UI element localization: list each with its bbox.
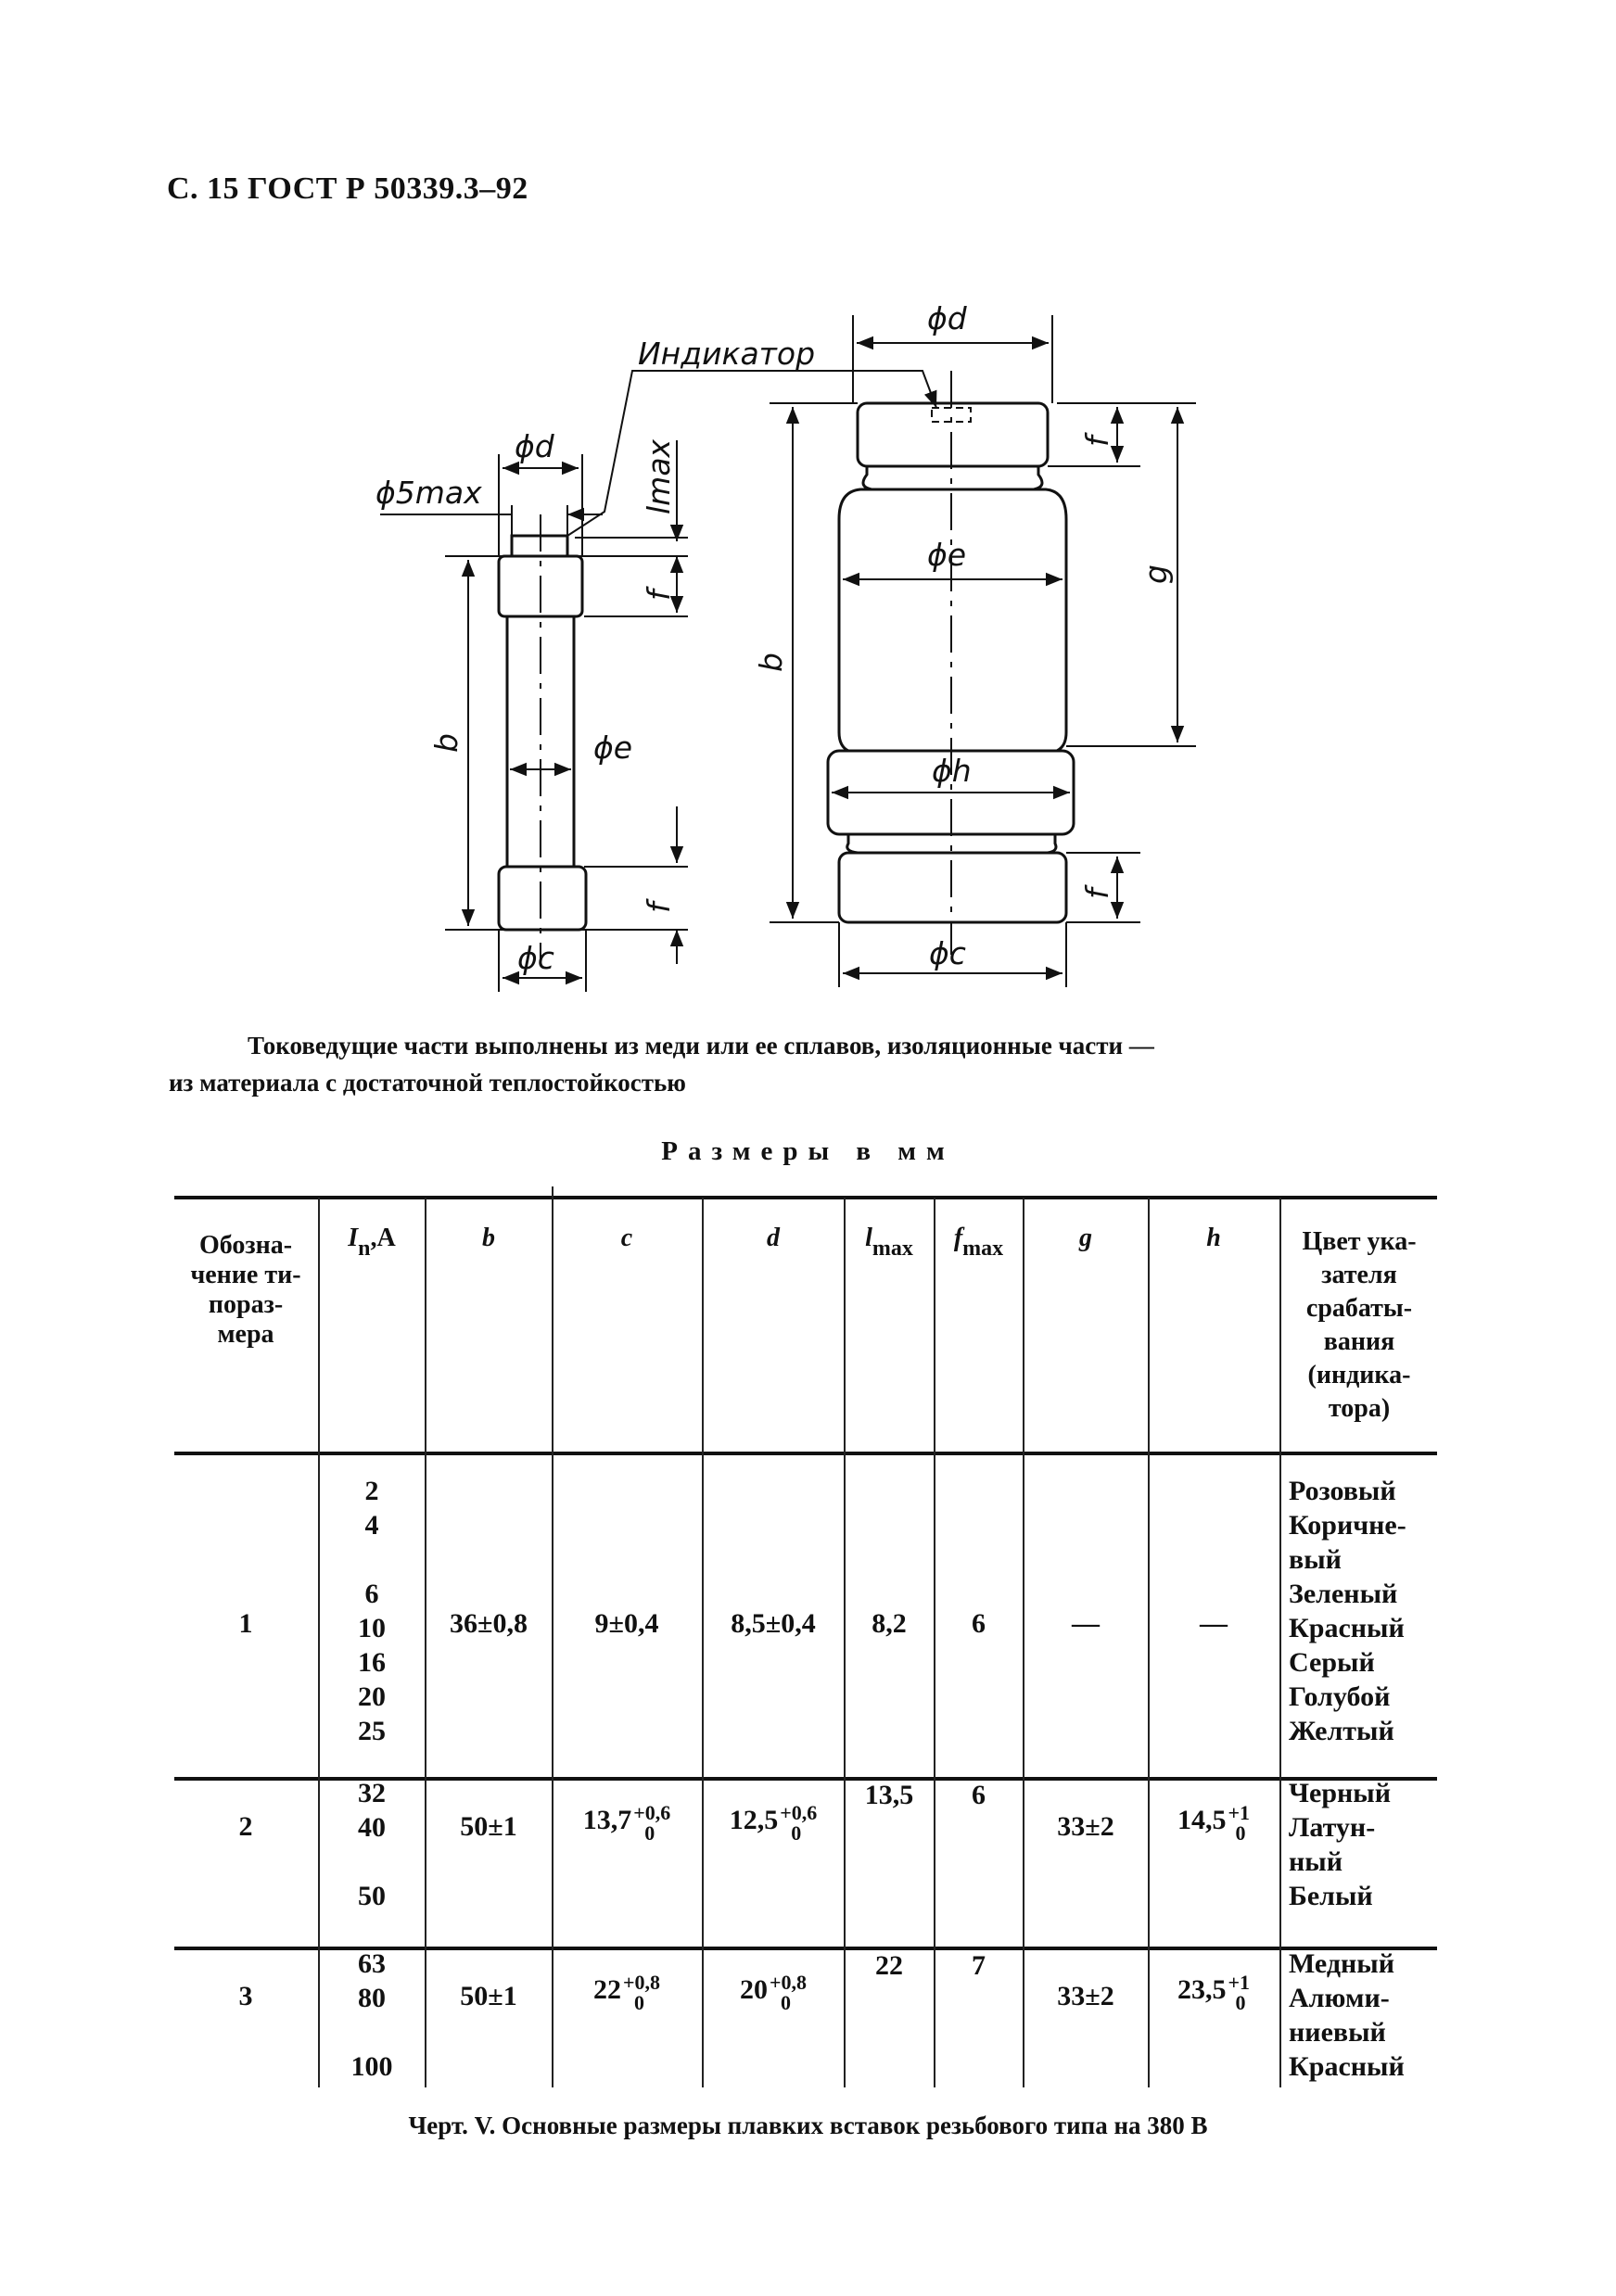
header-designation: Обозна- чение ти- пораз- мера xyxy=(190,1231,301,1349)
left-e-label: ϕe xyxy=(593,729,633,766)
table-top-rule xyxy=(174,1196,1437,1199)
row1-colors: Розовый Коричне- вый Зеленый Красный Серый Голубой Желтый xyxy=(1289,1476,1406,1746)
row2-h: 14,5 +1 0 xyxy=(1177,1801,1251,1845)
row1-b: 36±0,8 xyxy=(450,1608,528,1639)
right-g-label: g xyxy=(1138,564,1174,584)
row3-designation: 3 xyxy=(238,1981,253,2011)
row1-h: — xyxy=(1200,1608,1228,1639)
row3-fmax: 7 xyxy=(972,1950,986,1981)
header-b: b xyxy=(482,1224,495,1252)
header-indicator-color: Цвет ука- зателя срабаты- вания (индика- тора) xyxy=(1302,1227,1417,1423)
row2-c: 13,7 +0,6 0 xyxy=(582,1801,671,1845)
row1-c: 9±0,4 xyxy=(594,1608,659,1639)
page-header: С. 15 ГОСТ Р 50339.3–92 xyxy=(167,171,528,206)
left-d-label: ϕd xyxy=(515,428,554,464)
row1-designation: 1 xyxy=(238,1608,253,1639)
left-lmax-label: lmax xyxy=(641,438,677,514)
header-d: d xyxy=(767,1224,780,1252)
small-fuse-outline xyxy=(499,536,586,930)
row2-fmax: 6 xyxy=(972,1780,986,1810)
header-fmax: fmax xyxy=(953,1224,1004,1261)
header-c: c xyxy=(620,1224,633,1252)
row2-designation: 2 xyxy=(238,1811,253,1842)
right-e-label: ϕe xyxy=(927,537,967,573)
table-col-rule xyxy=(702,1198,704,2087)
indicator-label: Индикатор xyxy=(638,336,816,372)
right-c-label: ϕc xyxy=(929,935,966,971)
right-h-label: ϕh xyxy=(932,753,972,789)
units-label: Размеры в мм xyxy=(661,1136,955,1166)
row3-g: 33±2 xyxy=(1057,1981,1114,2011)
table-header-rule xyxy=(174,1452,1437,1455)
right-b-label: b xyxy=(753,653,789,672)
row1-lmax: 8,2 xyxy=(872,1608,907,1639)
row2-g: 33±2 xyxy=(1057,1811,1114,1842)
row3-c: 22 +0,8 0 xyxy=(592,1971,661,2014)
row2-lmax: 13,5 xyxy=(864,1780,914,1810)
note-text xyxy=(169,1027,1448,1101)
row1-g: — xyxy=(1072,1608,1100,1639)
row3-colors: Медный Алюми- ниевый Красный xyxy=(1289,1948,1405,2082)
figure-caption: Черт. V. Основные размеры плавких вставок резьбового типа на 380 В xyxy=(408,2112,1208,2139)
row3-b: 50±1 xyxy=(460,1981,517,2011)
right-f-top-label: f xyxy=(1079,436,1115,447)
left-f-top-label: f xyxy=(641,590,677,601)
header-h: h xyxy=(1206,1224,1221,1252)
row3-d: 20 +0,8 0 xyxy=(739,1971,808,2014)
row1-fmax: 6 xyxy=(972,1608,986,1639)
right-f-bottom-label: f xyxy=(1079,888,1115,899)
row3-h: 23,5 +1 0 xyxy=(1177,1971,1251,2014)
left-b-label: b xyxy=(428,733,464,753)
right-d-label: ϕd xyxy=(927,300,967,336)
row2-currents: 32 40 50 xyxy=(358,1778,386,1911)
row1-d: 8,5±0,4 xyxy=(731,1608,816,1639)
fuse-drawing xyxy=(0,0,1616,1020)
header-current: In,А xyxy=(348,1224,396,1261)
row1-currents: 2 4 6 10 16 20 25 xyxy=(358,1476,386,1746)
left-c-label: ϕc xyxy=(517,940,554,976)
row3-currents: 63 80 100 xyxy=(350,1948,393,2082)
row2-colors: Черный Латун- ный Белый xyxy=(1289,1778,1392,1911)
row3-lmax: 22 xyxy=(875,1950,903,1981)
header-lmax: lmax xyxy=(865,1224,913,1261)
row2-b: 50±1 xyxy=(460,1811,517,1842)
table-col-rule xyxy=(1148,1198,1150,2087)
left-5max-label: ϕ5max xyxy=(375,475,482,511)
table-col-rule xyxy=(425,1198,426,2087)
note-line-1: Токоведущие части выполнены из меди или ее сплавов, изоляционные части — xyxy=(248,1032,1154,1059)
row2-d: 12,5 +0,6 0 xyxy=(729,1801,818,1845)
left-f-bottom-label: f xyxy=(641,902,677,913)
header-g: g xyxy=(1079,1224,1092,1252)
note-line-2: из материала с достаточной теплостойкостью xyxy=(169,1069,686,1097)
table-col-rule xyxy=(1023,1198,1024,2087)
